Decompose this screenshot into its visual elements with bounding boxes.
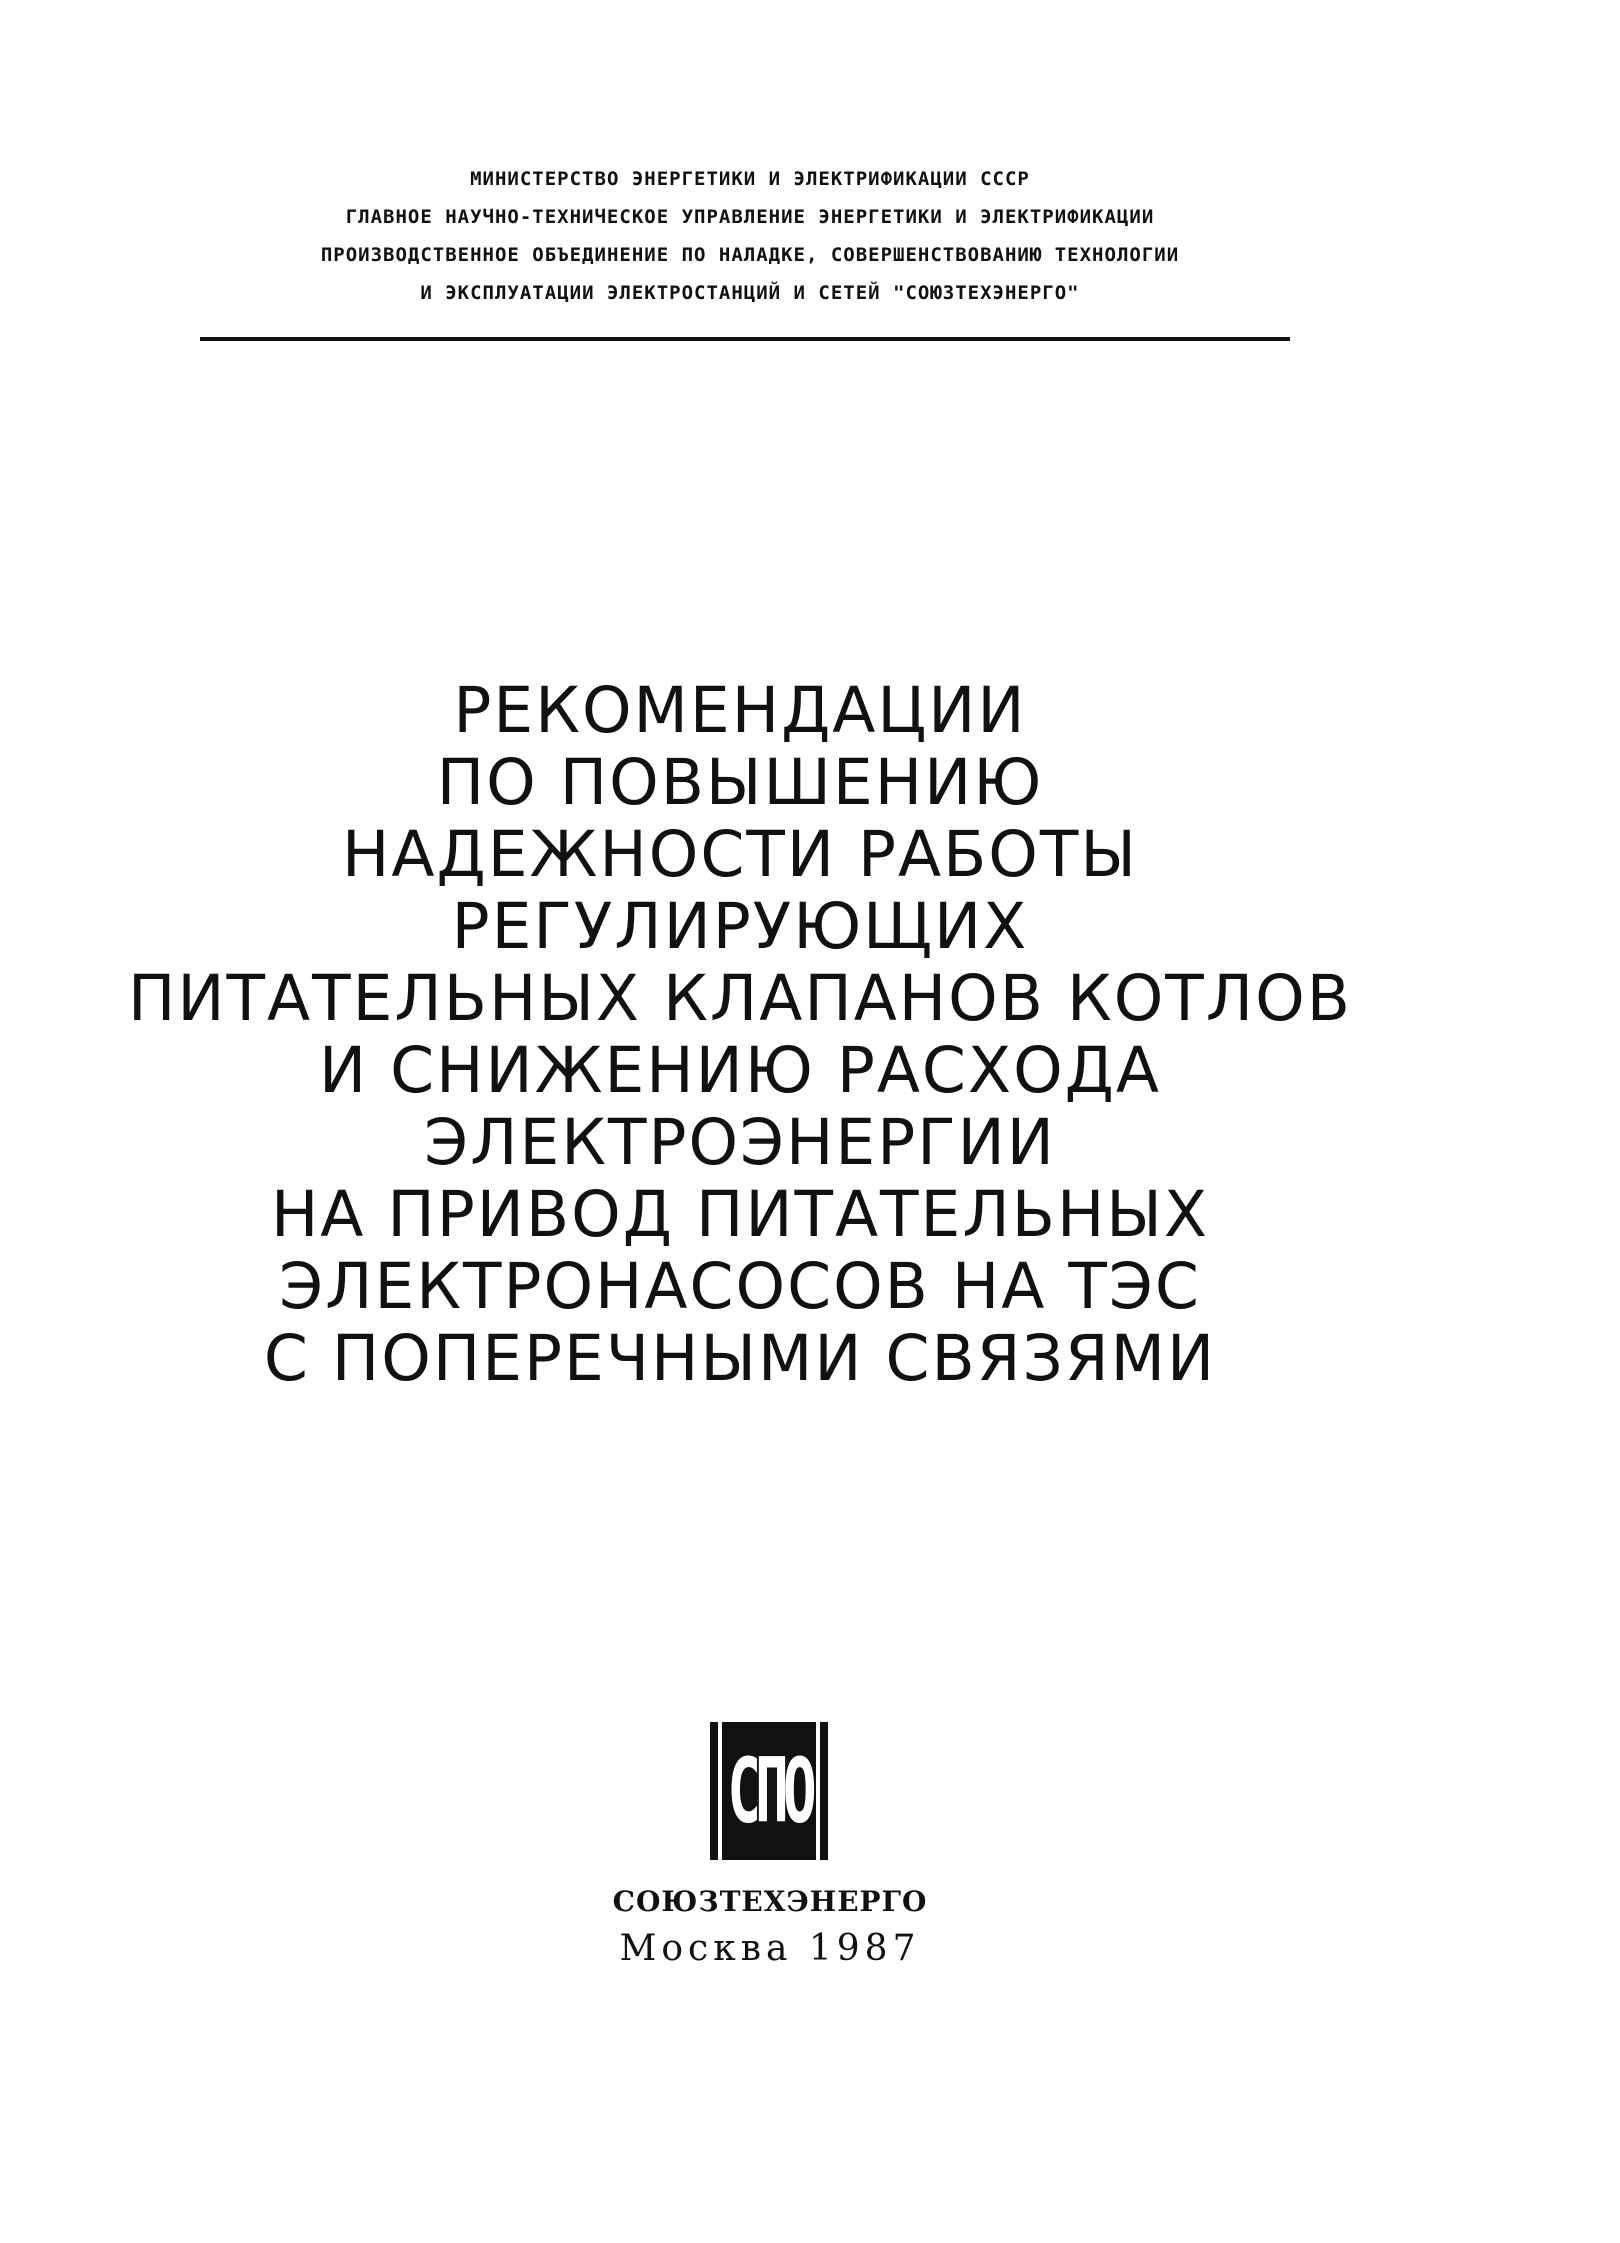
title-line: РЕКОМЕНДАЦИИ <box>453 674 1027 747</box>
publisher-logo <box>710 1722 828 1860</box>
title-line: С ПОПЕРЕЧНЫМИ СВЯЗЯМИ <box>263 1322 1217 1395</box>
association-line: ПРОИЗВОДСТВЕННОЕ ОБЪЕДИНЕНИЕ ПО НАЛАДКЕ, СОВЕРШЕНСТВОВАНИЮ ТЕХНОЛОГИИ <box>320 244 1180 266</box>
document-title <box>100 675 1380 1395</box>
title-line: НАДЕЖНОСТИ РАБОТЫ <box>342 818 1138 891</box>
directorate-line: ГЛАВНОЕ НАУЧНО-ТЕХНИЧЕСКОЕ УПРАВЛЕНИЕ ЭНЕРГЕТИКИ И ЭЛЕКТРИФИКАЦИИ <box>345 206 1155 228</box>
title-line: РЕГУЛИРУЮЩИХ <box>451 890 1029 963</box>
publisher-name: СОЮЗТЕХЭНЕРГО <box>612 1885 928 1918</box>
title-line: НА ПРИВОД ПИТАТЕЛЬНЫХ <box>270 1178 1210 1251</box>
title-line: И СНИЖЕНИЮ РАСХОДА <box>319 1034 1161 1107</box>
organization-header <box>200 160 1300 312</box>
header-divider <box>200 337 1290 341</box>
logo-mark: СПО <box>718 1693 820 1888</box>
title-line: ЭЛЕКТРОНАСОСОВ НА ТЭС <box>279 1250 1201 1323</box>
title-line: ЭЛЕКТРОЭНЕРГИИ <box>424 1106 1056 1179</box>
title-line: ПИТАТЕЛЬНЫХ КЛАПАНОВ КОТЛОВ <box>128 962 1352 1035</box>
title-line: ПО ПОВЫШЕНИЮ <box>436 746 1044 819</box>
ministry-line: МИНИСТЕРСТВО ЭНЕРГЕТИКИ И ЭЛЕКТРИФИКАЦИИ СССР <box>470 168 1030 190</box>
association-line-continued: И ЭКСПЛУАТАЦИИ ЭЛЕКТРОСТАНЦИЙ И СЕТЕЙ "СОЮЗТЕХЭНЕРГО" <box>420 282 1080 304</box>
publication-city-year: Москва 1987 <box>619 1928 921 1969</box>
